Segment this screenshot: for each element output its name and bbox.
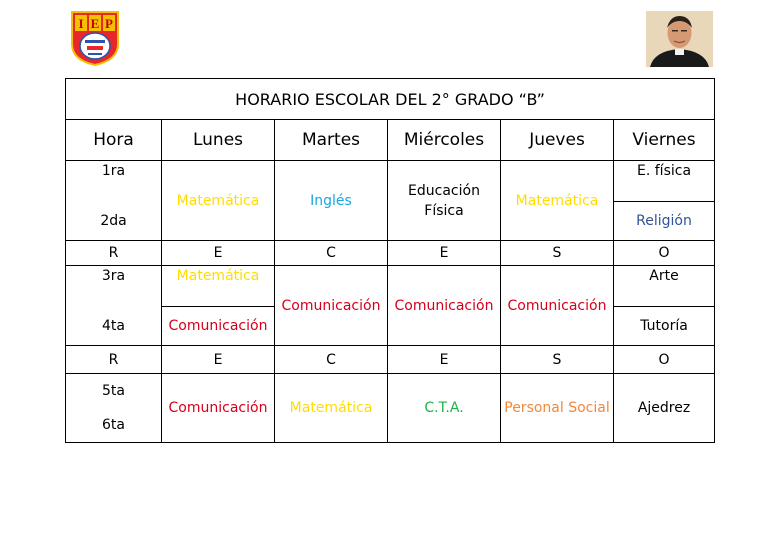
lunes-3ra: Matemática: [162, 266, 275, 307]
recess-letter: O: [614, 346, 715, 374]
viernes-2da: Religión: [614, 202, 715, 241]
schedule-table: [65, 78, 715, 443]
recess-letter: O: [614, 241, 715, 266]
miercoles-block1-line2: Física: [424, 202, 464, 219]
jueves-block3: Personal Social: [501, 374, 614, 443]
recess-letter: C: [275, 346, 388, 374]
header-jueves: Jueves: [501, 120, 614, 161]
lunes-block3: Comunicación: [162, 374, 275, 443]
recess-letter: E: [162, 346, 275, 374]
hour-4ta: 4ta: [66, 307, 162, 346]
miercoles-block1-line1: Educación: [408, 182, 480, 199]
header-hora: Hora: [66, 120, 162, 161]
hour-3ra: 3ra: [66, 266, 162, 307]
header-martes: Martes: [275, 120, 388, 161]
recess-letter: E: [388, 346, 501, 374]
hour-5ta: 5ta: [66, 374, 162, 409]
hour-2da: 2da: [66, 202, 162, 241]
crest-letter-e: E: [90, 16, 100, 31]
viernes-1ra: E. física: [614, 161, 715, 202]
header-viernes: Viernes: [614, 120, 715, 161]
recess-letter: S: [501, 241, 614, 266]
recess-letter: R: [66, 241, 162, 266]
header-lunes: Lunes: [162, 120, 275, 161]
schedule-title: HORARIO ESCOLAR DEL 2° GRADO “B”: [66, 79, 715, 120]
portrait-icon: [646, 11, 713, 67]
martes-block2: Comunicación: [275, 266, 388, 346]
header-miercoles: Miércoles: [388, 120, 501, 161]
lunes-4ta: Comunicación: [162, 307, 275, 346]
recess-letter: E: [388, 241, 501, 266]
lunes-block1: Matemática: [162, 161, 275, 241]
recess-letter: R: [66, 346, 162, 374]
hour-6ta: 6ta: [66, 408, 162, 443]
jueves-block2: Comunicación: [501, 266, 614, 346]
viernes-4ta: Tutoría: [614, 307, 715, 346]
recess-letter: C: [275, 241, 388, 266]
recess-letter: S: [501, 346, 614, 374]
jueves-block1: Matemática: [501, 161, 614, 241]
martes-block1: Inglés: [275, 161, 388, 241]
recess-letter: E: [162, 241, 275, 266]
miercoles-block2: Comunicación: [388, 266, 501, 346]
school-crest-logo: [70, 10, 120, 66]
crest-letter-i: I: [78, 16, 84, 31]
miercoles-block1: [388, 161, 501, 241]
hour-1ra: 1ra: [66, 161, 162, 202]
miercoles-block3: C.T.A.: [388, 374, 501, 443]
viernes-3ra: Arte: [614, 266, 715, 307]
viernes-block3: Ajedrez: [614, 374, 715, 443]
crest-letter-p: P: [105, 16, 113, 31]
martes-block3: Matemática: [275, 374, 388, 443]
